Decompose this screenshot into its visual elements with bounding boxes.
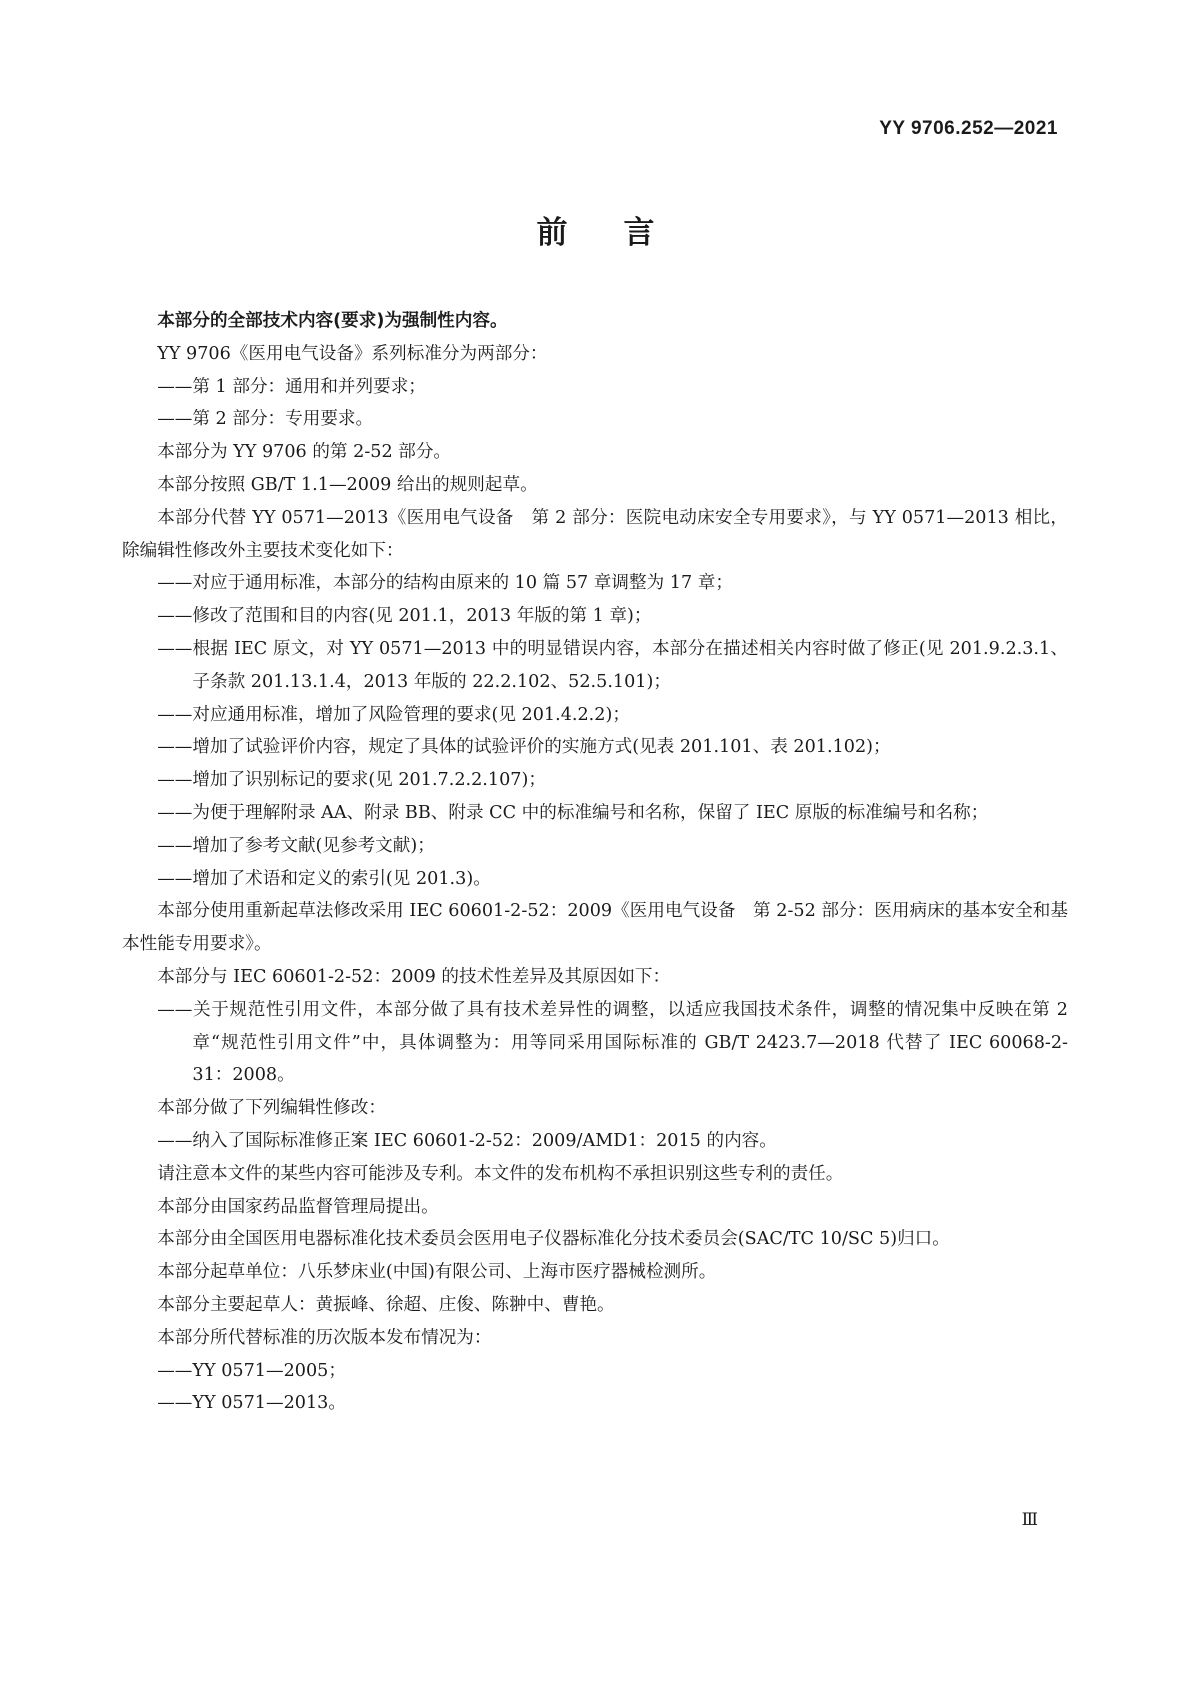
- paragraph: 本部分由全国医用电器标准化技术委员会医用电子仪器标准化分技术委员会(SAC/TC 10/SC 5)归口。: [157, 1229, 950, 1250]
- paragraph: 本部分的全部技术内容(要求)为强制性内容。: [157, 311, 508, 331]
- paragraph: YY 9706《医用电气设备》系列标准分为两部分：: [157, 343, 548, 364]
- list-item: ——增加了试验评价内容，规定了具体的试验评价的实施方式(见表 201.101、表 201.102)；: [157, 737, 891, 758]
- list-item: ——纳入了国际标准修正案 IEC 60601-2-52：2009/AMD1：2015 的内容。: [157, 1130, 777, 1151]
- paragraph: 本部分由国家药品监督管理局提出。: [157, 1196, 439, 1217]
- list-item: ——增加了术语和定义的索引(见 201.3)。: [157, 868, 491, 889]
- standard-number: YY 9706.252—2021: [879, 118, 1058, 139]
- list-item: ——增加了参考文献(见参考文献)；: [157, 835, 435, 856]
- paragraph: 本部分代替 YY 0571—2013《医用电气设备 第 2 部分：医院电动床安全专用要求》，与 YY 0571—2013 相比，除编辑性修改外主要技术变化如下：: [122, 507, 1068, 561]
- paragraph: 请注意本文件的某些内容可能涉及专利。本文件的发布机构不承担识别这些专利的责任。: [157, 1163, 844, 1184]
- paragraph: 本部分所代替标准的历次版本发布情况为：: [157, 1327, 492, 1348]
- list-item: ——根据 IEC 原文，对 YY 0571—2013 中的明显错误内容，本部分在描述相关内容时做了修正(见 201.9.2.3.1、子条款 201.13.1.4，2013 年版的 22.2.102、52.5.101)；: [157, 638, 1068, 692]
- paragraph: 本部分使用重新起草法修改采用 IEC 60601-2-52：2009《医用电气设备 第 2-52 部分：医用病床的基本安全和基本性能专用要求》。: [122, 901, 1068, 955]
- list-item: ——关于规范性引用文件，本部分做了具有技术差异性的调整，以适应我国技术条件，调整的情况集中反映在第 2 章“规范性引用文件”中，具体调整为：用等同采用国际标准的 GB/T 2423.7—2018 代替了 IEC 60068-2-31：2008。: [157, 999, 1068, 1086]
- list-item: ——对应通用标准，增加了风险管理的要求(见 201.4.2.2)；: [157, 704, 630, 725]
- paragraph: 本部分与 IEC 60601-2-52：2009 的技术性差异及其原因如下：: [157, 966, 671, 987]
- page-title: 前言: [536, 215, 711, 251]
- paragraph: 本部分为 YY 9706 的第 2-52 部分。: [157, 442, 452, 463]
- list-item: ——YY 0571—2005；: [157, 1360, 346, 1381]
- list-item: ——为便于理解附录 AA、附录 BB、附录 CC 中的标准编号和名称，保留了 IEC 原版的标准编号和名称；: [157, 802, 989, 823]
- list-item: ——第 1 部分：通用和并列要求；: [157, 376, 426, 397]
- document-body: [122, 305, 1068, 1420]
- list-item: ——修改了范围和目的内容(见 201.1，2013 年版的第 1 章)；: [157, 606, 652, 627]
- page-number: Ⅲ: [1021, 1510, 1038, 1530]
- list-item: ——对应于通用标准，本部分的结构由原来的 10 篇 57 章调整为 17 章；: [157, 573, 733, 594]
- list-item: ——增加了识别标记的要求(见 201.7.2.2.107)；: [157, 770, 546, 791]
- list-item: ——第 2 部分：专用要求。: [157, 409, 374, 430]
- list-item: ——YY 0571—2013。: [157, 1393, 346, 1414]
- paragraph: 本部分主要起草人：黄振峰、徐超、庄俊、陈翀中、曹艳。: [157, 1294, 615, 1315]
- paragraph: 本部分起草单位：八乐梦床业(中国)有限公司、上海市医疗器械检测所。: [157, 1262, 717, 1283]
- paragraph: 本部分做了下列编辑性修改：: [157, 1098, 386, 1119]
- paragraph: 本部分按照 GB/T 1.1—2009 给出的规则起草。: [157, 474, 538, 495]
